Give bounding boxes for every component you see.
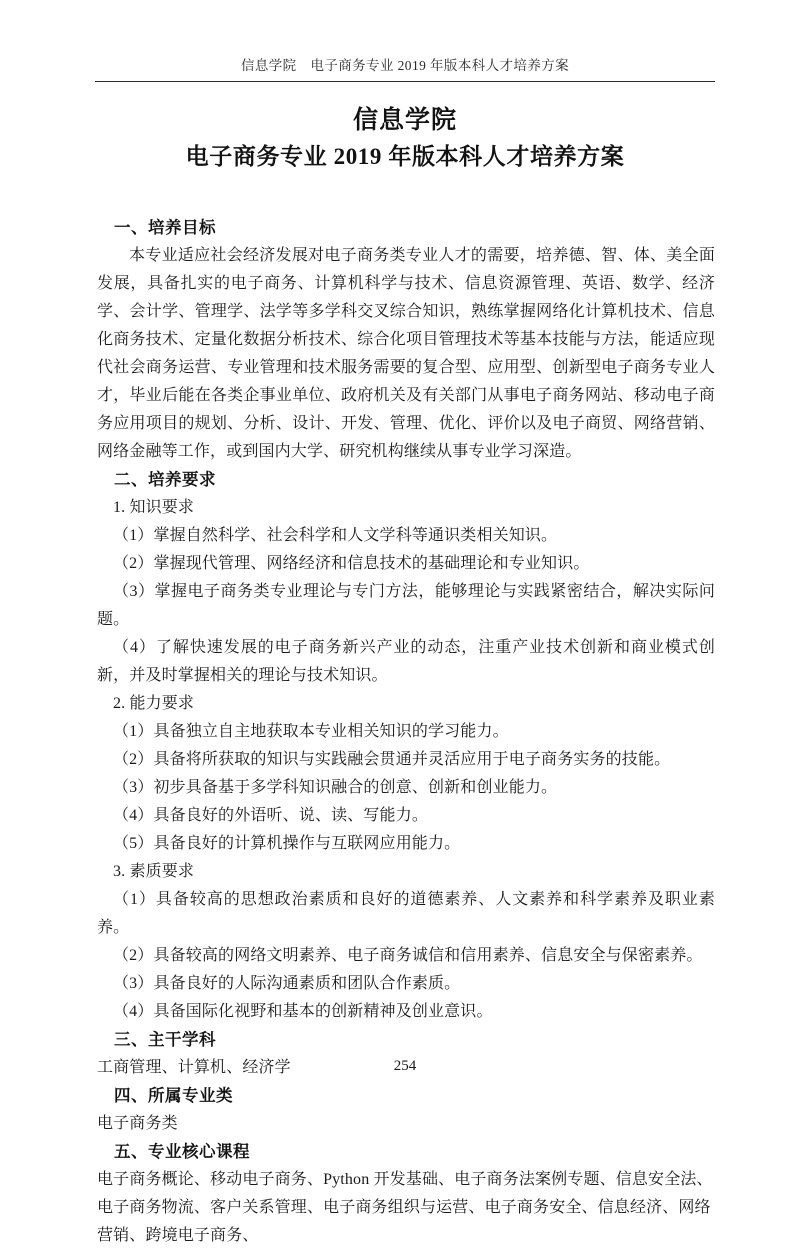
subsection-label-knowledge: 1. 知识要求: [113, 499, 195, 516]
title-line-1: 信息学院: [352, 107, 457, 134]
document-body: [97, 214, 715, 1250]
list-item: （4）具备良好的外语听、说、读、写能力。: [113, 807, 429, 824]
section-3-content: 工商管理、计算机、经济学: [97, 1059, 291, 1076]
list-item: （2）具备较高的网络文明素养、电子商务诚信和信用素养、信息安全与保密素养。: [113, 947, 703, 964]
list-item: （4）具备国际化视野和基本的创新精神及创业意识。: [113, 1003, 493, 1020]
section-heading-2: 二、培养要求: [114, 470, 216, 489]
page-number: 254: [393, 1058, 417, 1074]
section-heading-3: 三、主干学科: [114, 1030, 216, 1049]
subsection-label-quality: 3. 素质要求: [113, 863, 195, 880]
list-item: （1）具备独立自主地获取本专业相关知识的学习能力。: [113, 723, 509, 740]
list-item: （3）掌握电子商务类专业理论与专门方法，能够理论与实践紧密结合，解决实际问题。: [97, 583, 715, 628]
section-4-content: 电子商务类: [97, 1115, 178, 1132]
list-item: （1）具备较高的思想政治素质和良好的道德素养、人文素养和科学素养及职业素养。: [97, 891, 715, 936]
list-item: （2）具备将所获取的知识与实践融会贯通并灵活应用于电子商务实务的技能。: [113, 751, 671, 768]
section-5-content: 电子商务概论、移动电子商务、Python 开发基础、电子商务法案例专题、信息安全法、电子商务物流、客户关系管理、电子商务组织与运营、电子商务安全、信息经济、网络营销、跨境电子商务、: [97, 1171, 713, 1244]
section-heading-4: 四、所属专业类: [114, 1086, 233, 1105]
list-item: （5）具备良好的计算机操作与互联网应用能力。: [113, 835, 461, 852]
section-heading-5: 五、专业核心课程: [114, 1142, 250, 1161]
running-header-text: 信息学院 电子商务专业 2019 年版本科人才培养方案: [240, 58, 570, 73]
list-item: （3）初步具备基于多学科知识融合的创意、创新和创业能力。: [113, 779, 558, 796]
header-divider: [95, 81, 715, 82]
subsection-label-ability: 2. 能力要求: [113, 695, 195, 712]
list-item: （1）掌握自然科学、社会科学和人文学科等通识类相关知识。: [113, 527, 558, 544]
page-title: [95, 103, 715, 175]
section-1-paragraph: 本专业适应社会经济发展对电子商务类专业人才的需要，培养德、智、体、美全面发展，具备扎实的电子商务、计算机科学与技术、信息资源管理、英语、数学、经济学、会计学、管理学、法学等多学科交叉综合知识，熟练掌握网络化计算机技术、信息化商务技术、定量化数据分析技术、综合化项目管理技术等基本技能与方法，能适应现代社会商务运营、专业管理和技术服务需要的复合型、应用型、创新型电子商务专业人才，毕业后能在各类企事业单位、政府机关及有关部门从事电子商务网站、移动电子商务应用项目的规划、分析、设计、开发、管理、优化、评价以及电子商贸、网络营销、网络金融等工作，或到国内大学、研究机构继续从事专业学习深造。: [97, 247, 715, 460]
list-item: （4）了解快速发展的电子商务新兴产业的动态，注重产业技术创新和商业模式创新，并及时掌握相关的理论与技术知识。: [97, 639, 715, 684]
list-item: （2）掌握现代管理、网络经济和信息技术的基础理论和专业知识。: [113, 555, 590, 572]
section-heading-1: 一、培养目标: [114, 218, 216, 237]
title-line-2: 电子商务专业 2019 年版本科人才培养方案: [185, 144, 625, 169]
list-item: （3）具备良好的人际沟通素质和团队合作素质。: [113, 975, 461, 992]
running-header: [95, 54, 715, 75]
